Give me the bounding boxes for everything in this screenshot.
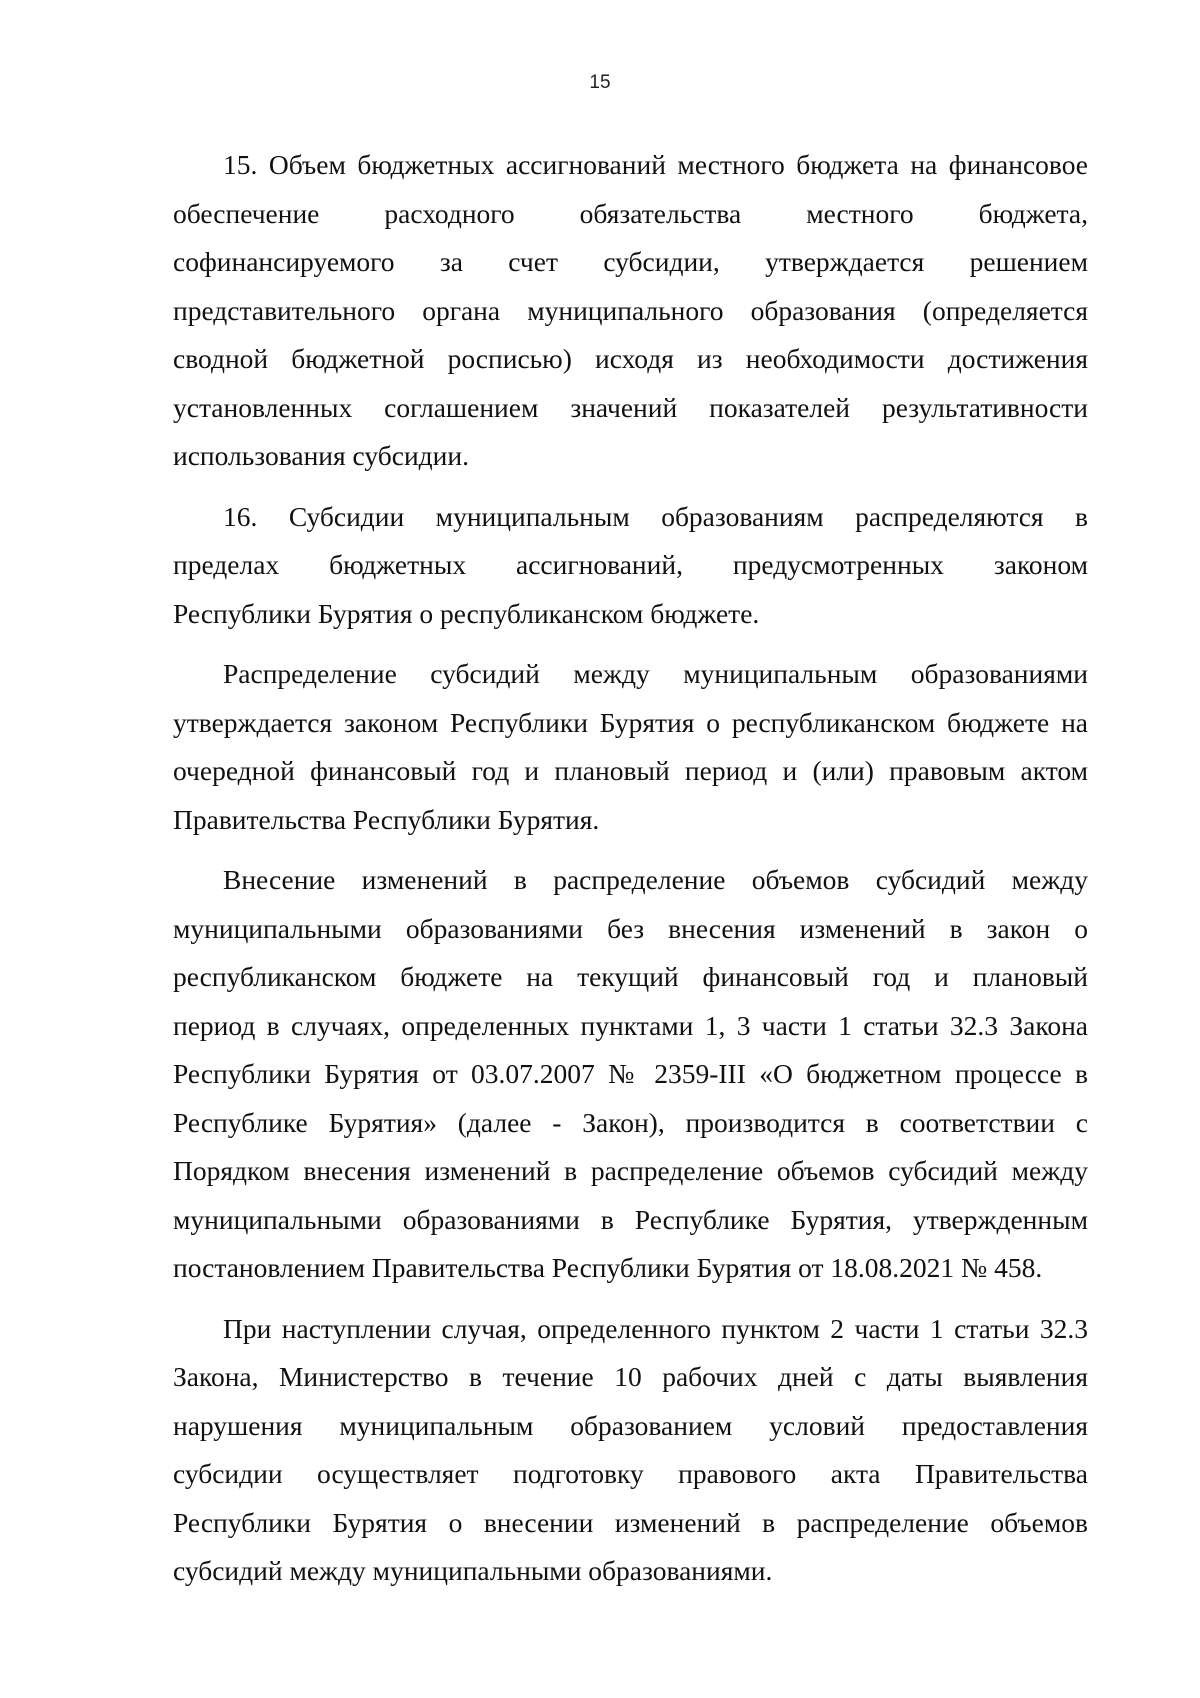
document-body [173,141,1088,1608]
paragraph-15 [173,141,1088,481]
text-line: утверждается законом Республики Бурятия о республиканском бюджете на [173,706,1088,738]
text-line: использования субсидии. [173,440,469,471]
text-line: Закона, Министерство в течение 10 рабочих дней с даты выявления [173,1361,1088,1392]
text-line: субсидии осуществляет подготовку правового акта Правительства [173,1458,1088,1489]
text-line: установленных соглашением значений показателей результативности [173,391,1088,423]
text-line: период в случаях, определенных пунктами 1, 3 части 1 статьи 32.3 Закона [173,1009,1088,1041]
text-line: нарушения муниципальным образованием условий предоставления [173,1409,1088,1441]
text-line: сводной бюджетной росписью) исходя из необходимости достижения [173,343,1088,374]
text-line: муниципальными образованиями без внесения изменений в закон о [173,912,1088,944]
text-line: республиканском бюджете на текущий финансовый год и плановый [173,961,1088,992]
paragraph-16 [173,493,1088,639]
paragraph-amendments [173,856,1088,1293]
text-line: пределах бюджетных ассигнований, предусмотренных законом [173,549,1088,580]
text-line: При наступлении случая, определенного пунктом 2 части 1 статьи 32.3 [223,1312,1088,1344]
page-number: 15 [589,72,611,93]
text-line: Республики Бурятия о республиканском бюджете. [173,597,760,629]
text-line: субсидий между муниципальными образованиями. [173,1555,773,1586]
paragraph-violation-case [173,1305,1088,1596]
text-line: софинансируемого за счет субсидии, утверждается решением [173,246,1088,277]
text-line: Правительства Республики Бурятия. [173,803,600,835]
text-line: 16. Субсидии муниципальным образованиям распределяются в [223,500,1088,532]
text-line: Республике Бурятия» (далее - Закон), производится в соответствии с [173,1106,1088,1138]
text-line: представительного органа муниципального образования (определяется [173,294,1088,326]
text-line: обеспечение расходного обязательства местного бюджета, [173,197,1088,229]
text-line: Внесение изменений в распределение объемов субсидий между [223,864,1088,895]
text-line: Республики Бурятия о внесении изменений в распределение объемов [173,1506,1088,1538]
text-line: 15. Объем бюджетных ассигнований местного бюджета на финансовое [223,149,1088,180]
text-line: муниципальными образованиями в Республике Бурятия, утвержденным [173,1203,1088,1235]
text-line: очередной финансовый год и плановый период и (или) правовым актом [173,755,1088,786]
paragraph-distribution [173,650,1088,844]
text-line: постановлением Правительства Республики Бурятия от 18.08.2021 № 458. [173,1252,1043,1283]
text-line: Распределение субсидий между муниципальным образованиями [223,658,1088,689]
text-line: Республики Бурятия от 03.07.2007 № 2359-III «О бюджетном процессе в [173,1058,1088,1089]
text-line: Порядком внесения изменений в распределение объемов субсидий между [173,1155,1088,1186]
